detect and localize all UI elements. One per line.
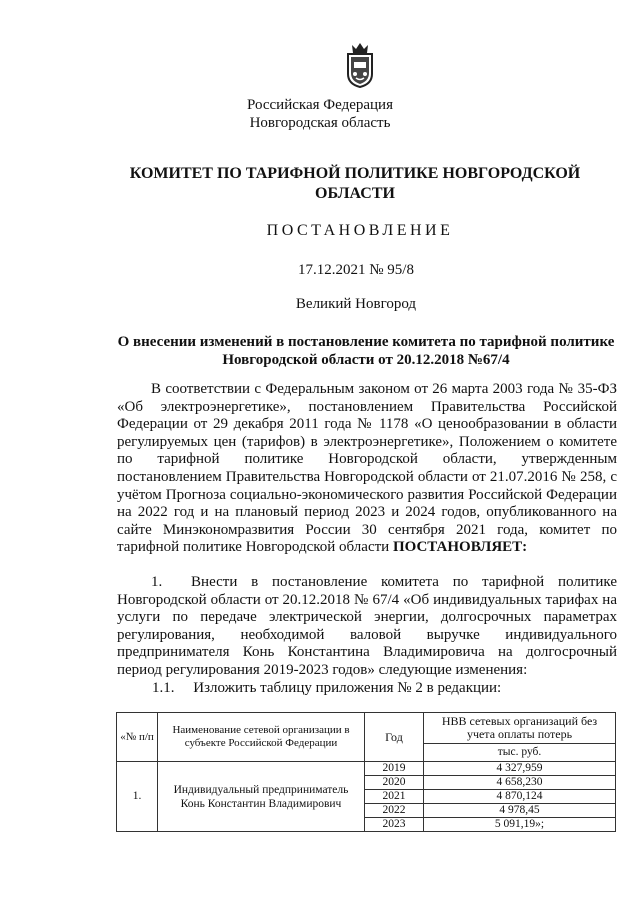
row-number: 1. [117, 762, 158, 832]
col-header-name: Наименование сетевой организации в субъекте Российской Федерации [158, 713, 365, 762]
row-year: 2020 [365, 776, 424, 790]
col-header-num: «№ п/п [117, 713, 158, 762]
preamble-text: В соответствии с Федеральным законом от 26 марта 2003 года № 35-ФЗ «Об электроэнергетике», постановлением Правительства Российской Федерации от 29 декабря 2011 года № 1178 «О ценообразовании в области регулируемых цен (тарифов) в электроэнергетике», Положением о комитете по тарифной политике Новгородской области, утвержденным постановлением Правительства Новгородской области от 21.07.2016 № 258, с учётом Прогноза социально-экономического развития Российской Федерации на 2022 год и на плановый период 2023 и 2024 годов, опубликованного на сайте Минэкономразвития России 30 сентября 2021 года, комитет по тарифной политике Новгородской области [117, 381, 617, 556]
row-value: 4 978,45 [424, 804, 616, 818]
city: Великий Новгород [295, 296, 417, 312]
item-1-1-paragraph: 1.1. Изложить таблицу приложения № 2 в редакции: [152, 680, 502, 696]
item-1-paragraph: 1. Внести в постановление комитета по тарифной политике Новгородской области от 20.12.2018 № 67/4 «Об индивидуальных тарифах на услуги по передаче электрической энергии, долгосрочных параметрах регулирования, необходимой валовой выручке индивидуального предпринимателя Конь Константина Владимировича на долгосрочный период регулирования 2019-2023 годов» следующие изменения: [117, 574, 617, 678]
row-year: 2019 [365, 762, 424, 776]
date-number: 17.12.2021 № 95/8 [298, 262, 414, 278]
preamble-paragraph [117, 381, 617, 557]
committee-title: КОМИТЕТ ПО ТАРИФНОЙ ПОЛИТИКЕ НОВГОРОДСКОЙ ОБЛАСТИ [129, 165, 581, 202]
document-subject: О внесении изменений в постановление комитета по тарифной политике Новгородской области от 20.12.2018 №67/4 [117, 334, 615, 368]
row-value: 4 327,959 [424, 762, 616, 776]
row-organization: Индивидуальный предприниматель Конь Константин Владимирович [158, 762, 365, 832]
region-line: Новгородская область [249, 115, 391, 131]
table-row [117, 762, 616, 776]
row-value: 5 091,19»; [424, 818, 616, 832]
row-value: 4 658,230 [424, 776, 616, 790]
country-line: Российская Федерация [247, 97, 393, 113]
resolves-heading: ПОСТАНОВЛЯЕТ: [392, 539, 528, 556]
nvv-table [116, 712, 616, 832]
row-year: 2022 [365, 804, 424, 818]
col-header-year: Год [365, 713, 424, 762]
document-type: ПОСТАНОВЛЕНИЕ [266, 222, 454, 239]
col-header-nvv: НВВ сетевых организаций без учета оплаты потерь [424, 713, 616, 744]
row-value: 4 870,124 [424, 790, 616, 804]
row-year: 2023 [365, 818, 424, 832]
col-header-unit: тыс. руб. [424, 743, 616, 761]
novgorod-coat-of-arms-icon [340, 40, 380, 88]
row-year: 2021 [365, 790, 424, 804]
